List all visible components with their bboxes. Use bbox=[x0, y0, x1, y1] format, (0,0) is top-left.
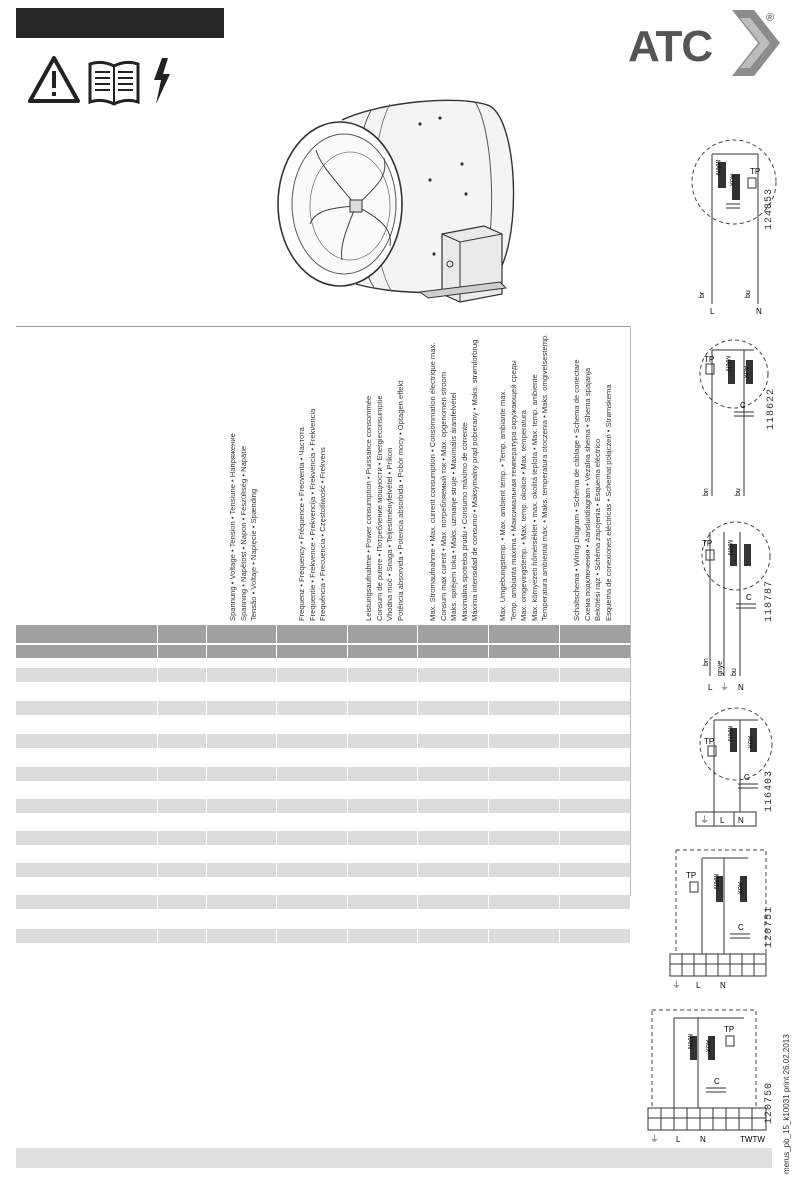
svg-text:TP: TP bbox=[704, 355, 715, 364]
svg-text:C: C bbox=[714, 1077, 720, 1086]
svg-text:C: C bbox=[744, 773, 750, 782]
svg-text:TP: TP bbox=[704, 737, 715, 746]
svg-text:br: br bbox=[699, 291, 706, 298]
svg-text:C: C bbox=[738, 923, 744, 932]
svg-text:MAIN: MAIN bbox=[714, 160, 720, 175]
svg-text:N: N bbox=[756, 307, 762, 316]
electric-hazard-icon bbox=[154, 58, 170, 104]
brand-logo: ATC bbox=[628, 22, 713, 71]
table-row bbox=[16, 895, 630, 909]
table-header-row bbox=[16, 645, 630, 658]
separator-line bbox=[16, 326, 630, 327]
svg-text:TP: TP bbox=[686, 871, 697, 880]
svg-text:L: L bbox=[710, 307, 715, 316]
header-power: Leistungsaufnahme • Power consumption • Puissance consommée Consum de putere • Потребление мощности • Energieconsumptie Vhodna moč • Snaga • Teljesítményfelvétel • Príkon Potência absorvida • Potencia absorbida • Pobór mocy • Optagen effekt bbox=[364, 380, 405, 621]
table-row bbox=[16, 831, 630, 845]
print-code: merus_pb_15_k10031 print 26.02.2013 bbox=[782, 1034, 791, 1174]
svg-text:N: N bbox=[738, 816, 744, 825]
svg-text:bu: bu bbox=[735, 488, 742, 496]
header-voltage: Spannung • Voltage • Tension • Tensiune • Напряжение Spanning • Napětost • Napon • Feszültség • Napätie Tensão • Voltaje • Napięcie • Spænding bbox=[228, 433, 259, 621]
svg-text:MAIN: MAIN bbox=[712, 874, 718, 889]
svg-text:AUX: AUX bbox=[746, 736, 752, 749]
svg-text:bn: bn bbox=[703, 658, 710, 666]
svg-text:AUX: AUX bbox=[728, 174, 734, 187]
table-row bbox=[16, 734, 630, 748]
svg-text:N: N bbox=[720, 981, 726, 990]
svg-text:bn: bn bbox=[703, 488, 710, 496]
safety-icons bbox=[26, 54, 176, 106]
fan-illustration bbox=[270, 84, 540, 314]
title-bar bbox=[16, 8, 224, 38]
svg-text:AUX: AUX bbox=[736, 882, 742, 895]
svg-text:TP: TP bbox=[724, 1025, 735, 1034]
svg-text:L: L bbox=[696, 981, 701, 990]
svg-text:N: N bbox=[700, 1135, 706, 1144]
svg-text:N: N bbox=[738, 683, 744, 692]
svg-text:bu: bu bbox=[731, 668, 738, 676]
table-row bbox=[16, 799, 630, 813]
svg-text:AUX: AUX bbox=[704, 1040, 710, 1053]
svg-text:⏚: ⏚ bbox=[700, 815, 710, 825]
svg-text:TP: TP bbox=[702, 539, 713, 548]
svg-text:⏚: ⏚ bbox=[650, 1134, 660, 1144]
header-current: Max. Stromaufnahme • Max. current consumption • Consommation électrique max. Consum max curent • Max. потребляемый ток • Max. opgenomen stroom Maks. spréjem toka • Maks. uzmanje struje • Maximális áramfelvétel Maximálna spotreba prúdu • Consumo máximo de corrente Máxima intensidad de consumo • Maksymalny prąd pobierany • Maks. strømforbrug bbox=[428, 339, 480, 621]
diagram-code: 116403 bbox=[764, 769, 775, 812]
separator-line-vertical bbox=[630, 326, 631, 896]
table-row bbox=[16, 929, 630, 943]
footer-bar bbox=[16, 1148, 772, 1168]
table-header-row bbox=[16, 625, 630, 643]
header-wiring: Schaltschema • Wiring Diagram • Schéma de câblage • Schema de conectare Схема подключения • Aansluitdiagram • Vezalna shema • Shema spajanja Bekötési rajz • Schéma zapojenia • Esquema eléctrico Esquema de conexiones eléctricas • Schemat połączeń • Strømskema bbox=[572, 359, 613, 621]
diagram-code: 124853 bbox=[764, 187, 775, 230]
warning-icon bbox=[30, 58, 78, 101]
svg-text:C: C bbox=[746, 593, 752, 602]
diagram-code: 118787 bbox=[764, 579, 775, 622]
svg-text:MAIN: MAIN bbox=[726, 726, 732, 741]
wiring-diagram-120751 bbox=[664, 842, 772, 992]
svg-text:L: L bbox=[708, 683, 713, 692]
svg-text:L: L bbox=[676, 1135, 681, 1144]
svg-text:⏚: ⏚ bbox=[720, 682, 730, 692]
table-row bbox=[16, 701, 630, 715]
manual-icon bbox=[90, 62, 138, 104]
diagram-code: 120751 bbox=[764, 905, 775, 948]
diagram-code: 120750 bbox=[764, 1081, 775, 1124]
svg-text:L: L bbox=[720, 816, 725, 825]
svg-text:MAIN: MAIN bbox=[726, 540, 732, 555]
svg-text:⏚: ⏚ bbox=[672, 980, 682, 990]
header-frequency: Frequenz • Frequency • Fréquence • Frecventa • Частота Frequentie • Frekvence • Frekvencija • Frekvencia • Frekvencia Frequência • Frecuencia • Częstotliwość • Frekvens bbox=[297, 408, 328, 621]
wiring-diagram-120750 bbox=[644, 1004, 770, 1146]
svg-text:TP: TP bbox=[750, 167, 761, 176]
svg-text:TWTW: TWTW bbox=[740, 1135, 765, 1144]
svg-text:MAIN: MAIN bbox=[724, 356, 730, 371]
table-row bbox=[16, 863, 630, 877]
svg-text:bu: bu bbox=[745, 290, 752, 298]
header-temperature: Max. Umgebungstemp. • Max. ambient temp. • Temp. ambiante max. Temp. ambianta maxima • Максимальная температура окружающей среды Max. omgevingstemp. • Max. temp. okolice • Max. temperatura Max. környezeti hőmérséklet • max. okolitá teplota • Max. temp. ambiente Temperatura ambiental máx. • Maks. temperatura otoczenia • Maks. omgivelsestemp. bbox=[498, 333, 550, 621]
svg-text:C: C bbox=[740, 401, 746, 410]
table-row bbox=[16, 767, 630, 781]
table-row bbox=[16, 668, 630, 682]
registered-mark: ® bbox=[766, 12, 775, 24]
diagram-code: 118622 bbox=[766, 387, 777, 430]
svg-text:gnye: gnye bbox=[717, 660, 724, 676]
svg-text:MAIN: MAIN bbox=[686, 1034, 692, 1049]
svg-text:AUX: AUX bbox=[742, 366, 748, 379]
